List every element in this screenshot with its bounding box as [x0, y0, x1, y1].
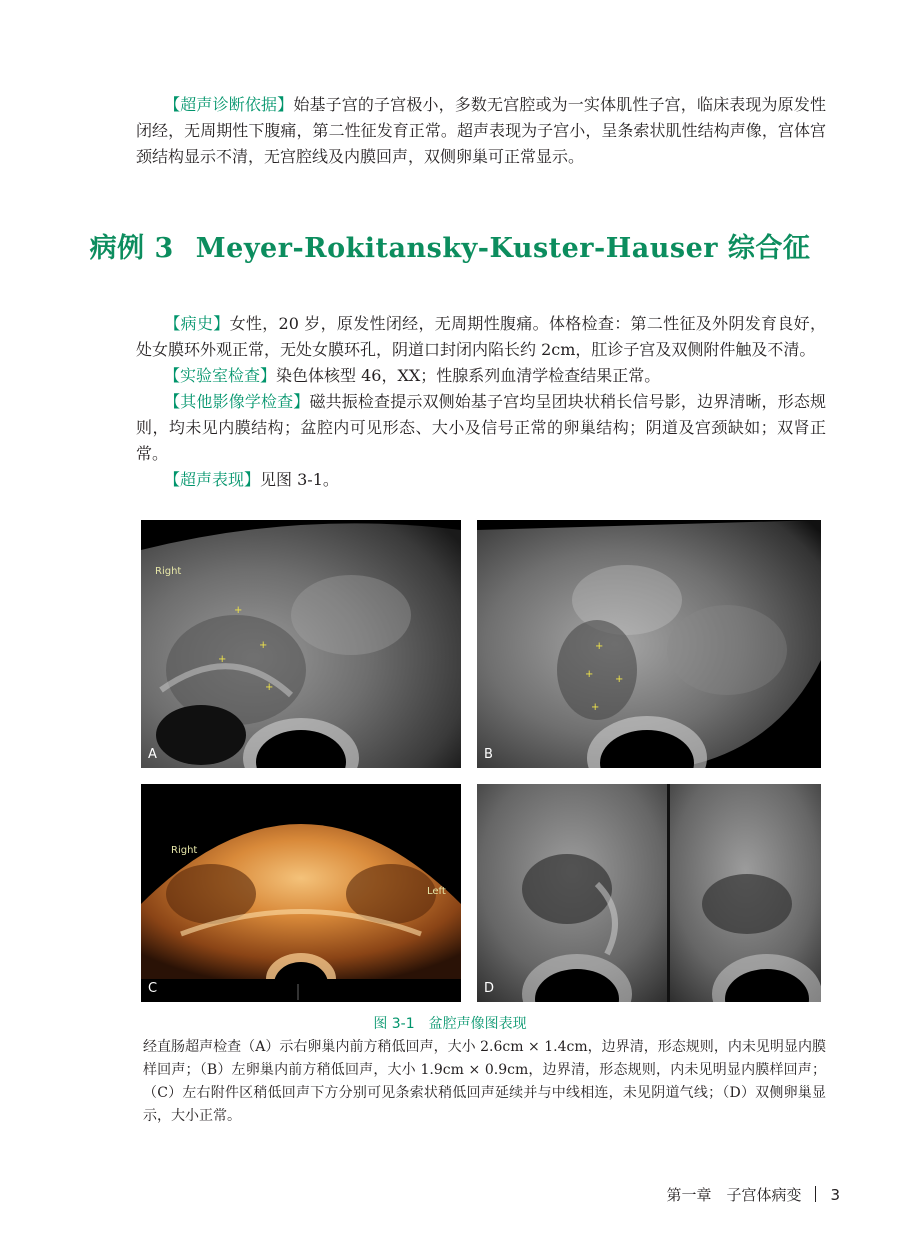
- panel-a-orientation-label: Right: [155, 566, 182, 577]
- figure-title: 盆腔声像图表现: [428, 1016, 527, 1032]
- svg-text:+: +: [265, 682, 274, 693]
- figure-caption: [0, 1013, 900, 1033]
- us-findings-text: 见图 3-1。: [260, 470, 339, 489]
- imaging-paragraph: [136, 389, 826, 467]
- ultrasound-panel-b: [477, 520, 821, 768]
- imaging-text: 磁共振检查提示双侧始基子宫均呈团块状稍长信号影，边界清晰，形态规则，均未见内膜结构；盆腔内可见形态、大小及信号正常的卵巢结构；阴道及宫颈缺如；双肾正常。: [136, 392, 826, 463]
- figure-description: 经直肠超声检查（A）示右卵巢内前方稍低回声，大小 2.6cm × 1.4cm，边界清，形态规则，内未见明显内膜样回声；（B）左卵巢内前方稍低回声，大小 1.9cm × 0.9cm，边界清，形态规则，内未见明显内膜样回声；（C）左右附件区稍低回声下方分别可见条索状稍低回声延续并与中线相连，未见阴道气线；（D）双侧卵巢显示，大小正常。: [143, 1039, 826, 1124]
- case-heading: [0, 226, 900, 265]
- lab-text: 染色体核型 46，XX；性腺系列血清学检查结果正常。: [276, 366, 661, 385]
- panel-d-letter: D: [484, 981, 495, 996]
- diagnosis-basis-paragraph: [136, 92, 826, 170]
- footer-divider: [815, 1186, 816, 1202]
- panel-c-letter: C: [148, 981, 158, 996]
- svg-text:+: +: [585, 669, 594, 680]
- case-title: Meyer-Rokitansky-Kuster-Hauser 综合征: [195, 233, 811, 264]
- ultrasound-panel-a: [141, 520, 461, 768]
- panel-b-letter: B: [484, 747, 493, 762]
- ultrasound-image-d: [477, 784, 821, 1002]
- history-tag: 【病史】: [164, 314, 230, 333]
- ultrasound-image-b: [477, 520, 821, 768]
- panel-c-right-label: Right: [171, 845, 198, 856]
- panel-a-letter: A: [148, 747, 157, 762]
- svg-text:+: +: [259, 640, 268, 651]
- us-findings-tag: 【超声表现】: [164, 470, 261, 489]
- page-footer: [666, 1184, 840, 1205]
- chapter-label: 第一章 子宫体病变: [666, 1186, 802, 1204]
- ultrasound-panel-c: [141, 784, 461, 1002]
- lab-tag: 【实验室检查】: [164, 366, 277, 385]
- page-number: 3: [830, 1186, 840, 1204]
- ultrasound-image-c-3d: [141, 784, 461, 1002]
- diagnosis-basis-text: 始基子宫的子宫极小，多数无宫腔或为一实体肌性子宫，临床表现为原发性闭经，无周期性下腹痛，第二性征发育正常。超声表现为子宫小，呈条索状肌性结构声像，宫体宫颈结构显示不清，无宫腔线及内膜回声，双侧卵巢可正常显示。: [136, 95, 826, 166]
- lab-paragraph: [136, 363, 826, 389]
- svg-text:+: +: [595, 641, 604, 652]
- ultrasound-panel-d: [477, 784, 821, 1002]
- figure-number: 图 3-1: [373, 1016, 415, 1032]
- imaging-tag: 【其他影像学检查】: [164, 392, 310, 411]
- ultrasound-image-a: [141, 520, 461, 768]
- us-findings-paragraph: [136, 467, 826, 493]
- svg-text:+: +: [615, 674, 624, 685]
- history-text: 女性，20 岁，原发性闭经，无周期性腹痛。体格检查：第二性征及外阴发育良好，处女膜环外观正常，无处女膜环孔，阴道口封闭内陷长约 2cm，肛诊子宫及双侧附件触及不清。: [136, 314, 826, 359]
- panel-c-left-label: Left: [427, 886, 446, 897]
- svg-text:+: +: [234, 605, 243, 616]
- svg-text:+: +: [591, 702, 600, 713]
- svg-text:+: +: [218, 654, 227, 665]
- history-paragraph: [136, 311, 826, 363]
- diagnosis-basis-tag: 【超声诊断依据】: [164, 95, 294, 114]
- case-number: 病例 3: [89, 233, 174, 264]
